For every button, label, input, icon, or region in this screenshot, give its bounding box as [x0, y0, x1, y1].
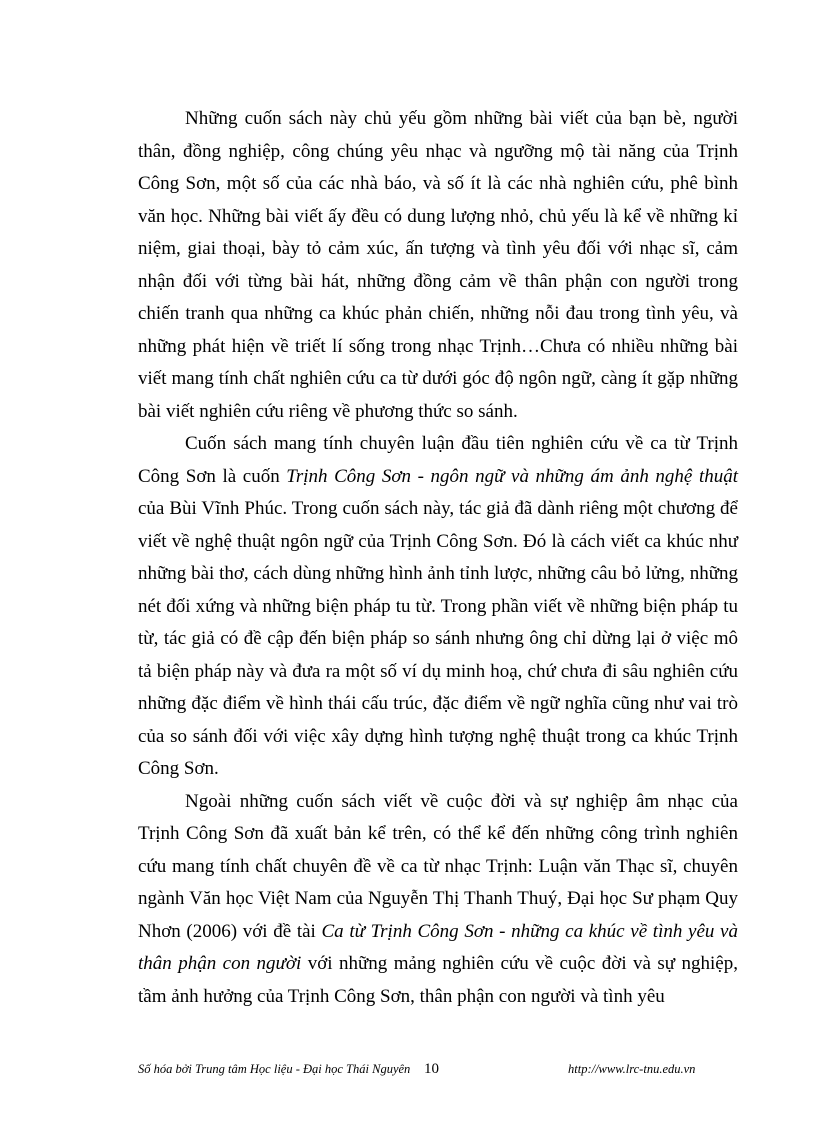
- book-title-italic: Trịnh Công Sơn - ngôn ngữ và những ám ảnh nghệ thuật: [286, 465, 738, 487]
- paragraph-2-text-start: Cuốn sách mang tính chuyên luận đầu tiên nghiên cứu về ca từ Trịnh Công Sơn là cuốn: [138, 433, 738, 487]
- thesis-title-italic: Ca từ Trịnh Công Sơn - những ca khúc về tình yêu và thân phận con người: [138, 920, 738, 974]
- paragraph-3-text-start: Ngoài những cuốn sách viết về cuộc đời và sự nghiệp âm nhạc của Trịnh Công Sơn đã xuất bản kể trên, có thể kể đến những công trình nghiên cứu mang tính chất chuyên đề về ca từ nhạc Trịnh: Luận văn Thạc sĩ, chuyên ngành Văn học Việt Nam của Nguyễn Thị Thanh Thuý, Đại học Sư phạm Quy Nhơn (2006) với đề tài: [138, 790, 738, 942]
- paragraph-2-text-end: của Bùi Vĩnh Phúc. Trong cuốn sách này, tác giả đã dành riêng một chương để viết về nghệ thuật ngôn ngữ của Trịnh Công Sơn. Đó là cách viết ca khúc như những bài thơ, cách dùng những hình ảnh tỉnh lược, những câu bỏ lửng, những nét đối xứng và những biện pháp tu từ. Trong phần viết về những biện pháp tu từ, tác giả có đề cập đến biện pháp so sánh nhưng ông chỉ dừng lại ở việc mô tả biện pháp này và đưa ra một số ví dụ minh hoạ, chứ chưa đi sâu nghiên cứu những đặc điểm về hình thái cấu trúc, đặc điểm về ngữ nghĩa cũng như vai trò của so sánh đối với việc xây dựng hình tượng nghệ thuật trong ca khúc Trịnh Công Sơn.: [138, 498, 738, 779]
- footer-website-link[interactable]: http://www.lrc-tnu.edu.vn: [568, 1062, 696, 1076]
- paragraph-3-text-end: với những mảng nghiên cứu về cuộc đời và sự nghiệp, tầm ảnh hưởng của Trịnh Công Sơn, thân phận con người và tình yêu: [138, 953, 738, 1007]
- paragraph-3: [138, 786, 738, 1014]
- document-body: [138, 103, 738, 1013]
- paragraph-1-text: Những cuốn sách này chủ yếu gồm những bài viết của bạn bè, người thân, đồng nghiệp, công chúng yêu nhạc và ngưỡng mộ tài năng của Trịnh Công Sơn, một số của các nhà báo, và số ít là các nhà nghiên cứu, phê bình văn học. Những bài viết ấy đều có dung lượng nhỏ, chủ yếu là kể về những kỉ niệm, giai thoại, bày tỏ cảm xúc, ấn tượng và tình yêu đối với nhạc sĩ, cảm nhận đối với từng bài hát, những đồng cảm về thân phận con người trong chiến tranh qua những ca khúc phản chiến, những nỗi đau trong tình yêu, và những phát hiện về triết lí sống trong nhạc Trịnh…Chưa có nhiều những bài viết mang tính chất nghiên cứu ca từ dưới góc độ ngôn ngữ, càng ít gặp những bài viết nghiên cứu riêng về phương thức so sánh.: [138, 108, 738, 422]
- paragraph-1: [138, 103, 738, 428]
- paragraph-2: [138, 428, 738, 786]
- page-number: 10: [424, 1061, 439, 1077]
- footer-source-credit: Số hóa bởi Trung tâm Học liệu - Đại học Thái Nguyên: [138, 1062, 411, 1076]
